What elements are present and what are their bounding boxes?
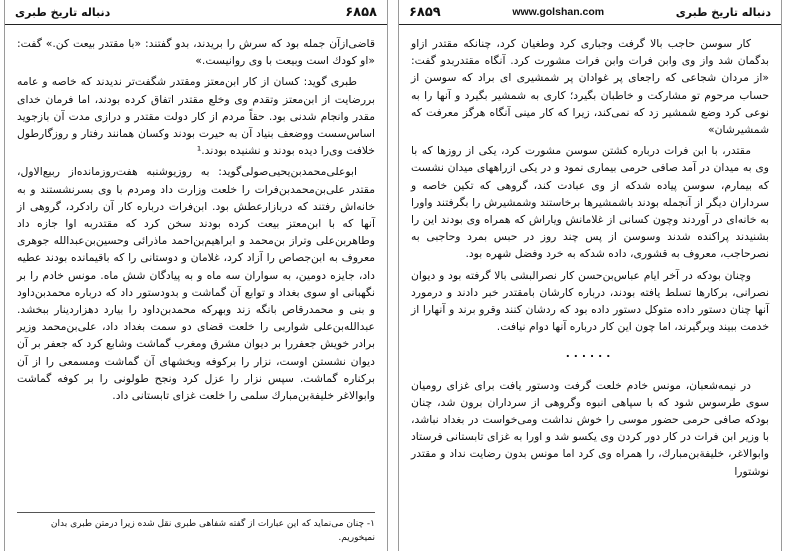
- right-page: [398, 0, 782, 551]
- left-page: [4, 0, 388, 551]
- paragraph: طبرى گويد: كسان از كار ابن‌معتز ومقتدر شگفت‌تر نديدند كه خاصه و عامه بررضايت از ابن‌معتز وتقدم وى وخلع مقتدر اتفاق كرده بودند، اما فرمان خداى مقدر وانجام شدنى بود. حقاً مردم از كار دولت مقتدر و درازى مدت آن بازجويد اساس‌سست ووضعف بنياد آن به حيرت بودند وكسان همانند رفتار و روزگارطول خلافت وى‌را ديده بودند و نشنيده بودند.¹: [17, 75, 375, 158]
- running-title: دنباله تاريخ طبرى: [675, 5, 771, 19]
- page-header: [5, 0, 387, 25]
- paragraph: مقتدر، با ابن فرات درباره كشتن سوسن مشورت كرد، يكى از روزها كه با وى به ميدان در آمد صافى حرمى بيمارى نمود و در يكى ازراهها‌ى ميدان نشست كه بيمارم، سوسن پياده شدكه از وى عبادت كند، گروهى كه تكين خاصه و سرداران ديگر از آنجمله بودند باشمشيرها برخاستند وشمشيرش را بگرفتند واورا به خانه‌اى در آوردند وچون كسانى از غلامانش وياراش كه همراه وى بودند اين را بشنيدند پراكنده شدند وسوسن از پس چند روز در حبس بمرد وحاجبى به نصرحاجب، معروف به قشورى، داده شدكه به خرد وفضل شهره بود.: [411, 144, 769, 261]
- page-header: [399, 0, 781, 25]
- footnote: ۱- چنان مى‌نمايد كه اين عبارات از گفته شفاهى طبرى نقل شده زيرا درمتن طبرى بدان نميخوريم.: [17, 512, 375, 545]
- page-body: [5, 25, 387, 404]
- page-number: ۶۸۵۹: [409, 4, 441, 20]
- paragraph: كار سوسن حاجب بالا گرفت وجبارى كرد وطغيان كرد، چنانكه مقتدر ازاو بدگمان شد واز وى وابن فرات وابن فرات مشورت كرد. آنگاه مقتدربدو گفت: «از مردان شجاعى كه راجعاى پر غوادان پر شمشيرى اى براد كه سوسن از حساب مرحوم تو مشاركت و خاطبان بگيرد؛ كارى به شمشير بگيرد و آنها را به نوعى كرد وضع شمشير زد كه نمى‌كند، زيرا كه كار مينى آنگاه هرگز معرفت كه شمشيرشان»: [411, 37, 769, 137]
- page-number: ۶۸۵۸: [345, 4, 377, 20]
- paragraph: وچنان بودكه در آخر ايام عباس‌بن‌حسن كار نصرالبشى بالا گرفته بود و ديوان نصرانى، بركارها تسلط يافته بودند، درباره كارشان بامقتدر خبر دادند و درمورد آنها چنان دستور داده متوكل دستور داده بود كه ردشان كنند وقرو برند و آنهارا از خدمت ببيند وبرگيرند، اما چون اين كار درباره آنها دوام نيافت.: [411, 268, 769, 334]
- website-url: www.golshan.com: [512, 6, 605, 18]
- paragraph: در نيمه‌شعبان، مونس خادم خلعت گرفت ودستور يافت براى غزاى روميان سوى طرسوس شود كه با سپاهى انبوه وگروهى از سرداران برون شد، چنان بودكه صافى حرمى حضور موسى را خوش نداشت ومى‌خواست در بغداد نباشد، با وزير ابن فرات در كار دور كردن وى يكسو شد و اورا به غزاى تابستانى فرستاد وابوالاغر، خليفة‌بن‌مبارك، را همراه وى كرد اما مونس بدون رضايت نداد و مقتدر نوشتورا: [411, 378, 769, 478]
- running-title: دنباله تاريخ طبرى: [15, 5, 111, 19]
- paragraph: قاضى‌ازآن جمله بود كه سرش را بريدند، بدو گفتند: «با مقتدر بيعت كن.» گفت: «او كودك است وبيعت با وى روانيست.»: [17, 37, 375, 68]
- page-body: [399, 25, 781, 480]
- paragraph: ابوعلى‌محمدبن‌يحيى‌صولى‌گويد: به روزيوشنبه هفت‌روزمانده‌از ربيع‌الاول، مقتدر على‌بن‌محمدبن‌فرات را خلعت وزارت داد ومردم با وى بسرنشستند و به خانه‌اش رفتند كه دربازارعطش بود. ابن‌فرات درباره كار آن رادكرد، گروهى از آنها كه با ابن‌معتز بيعت كرده بودند سخن كرد كه مقتدربه اوا جازه داد وطاهربن‌على وتراز بن‌محمد و ابراهيم‌بن‌احمد ماذرائى وحسين‌بن‌عبدالله جوهرى معروف به ابن‌جصاص را آزاد كرد، غلامان و دوستانى را كه باقيمانده بودند عطيه داد، جايزه دومين، به سواران سه ماه و به پيادگان شش ماه. مونس خادم را بر نگهبانى او سوى بغداد و توابع آن گماشت و بدودستور داد كه درباره محمدبن‌داود و بنى و محمدرقاص بانگه زند وبهركه محمدبن‌داود را بيارد دهزاردينار ببخشد. عبدالله‌بن‌على شواربى را خلعت قضاى دو سمت بغداد داد، على‌بن‌محمد وزير برادر خويش جعفررا بر ديوان مشرق ومغرب گماشت وشابع كرد كه جعفر بر آن ديوان نشستن اوست، نزار را بركوفه وبخشهاى آن گماشت ومسمعى را از آن بركناره گماشت. سپس نزار را عزل كرد ونجح طولونى را بر كوفه گماشت وابوالاغر خليفة‌بن‌مبارك سلمى را خلعت غزاى تابستانى داد.: [17, 165, 375, 403]
- section-separator: ......: [565, 347, 615, 361]
